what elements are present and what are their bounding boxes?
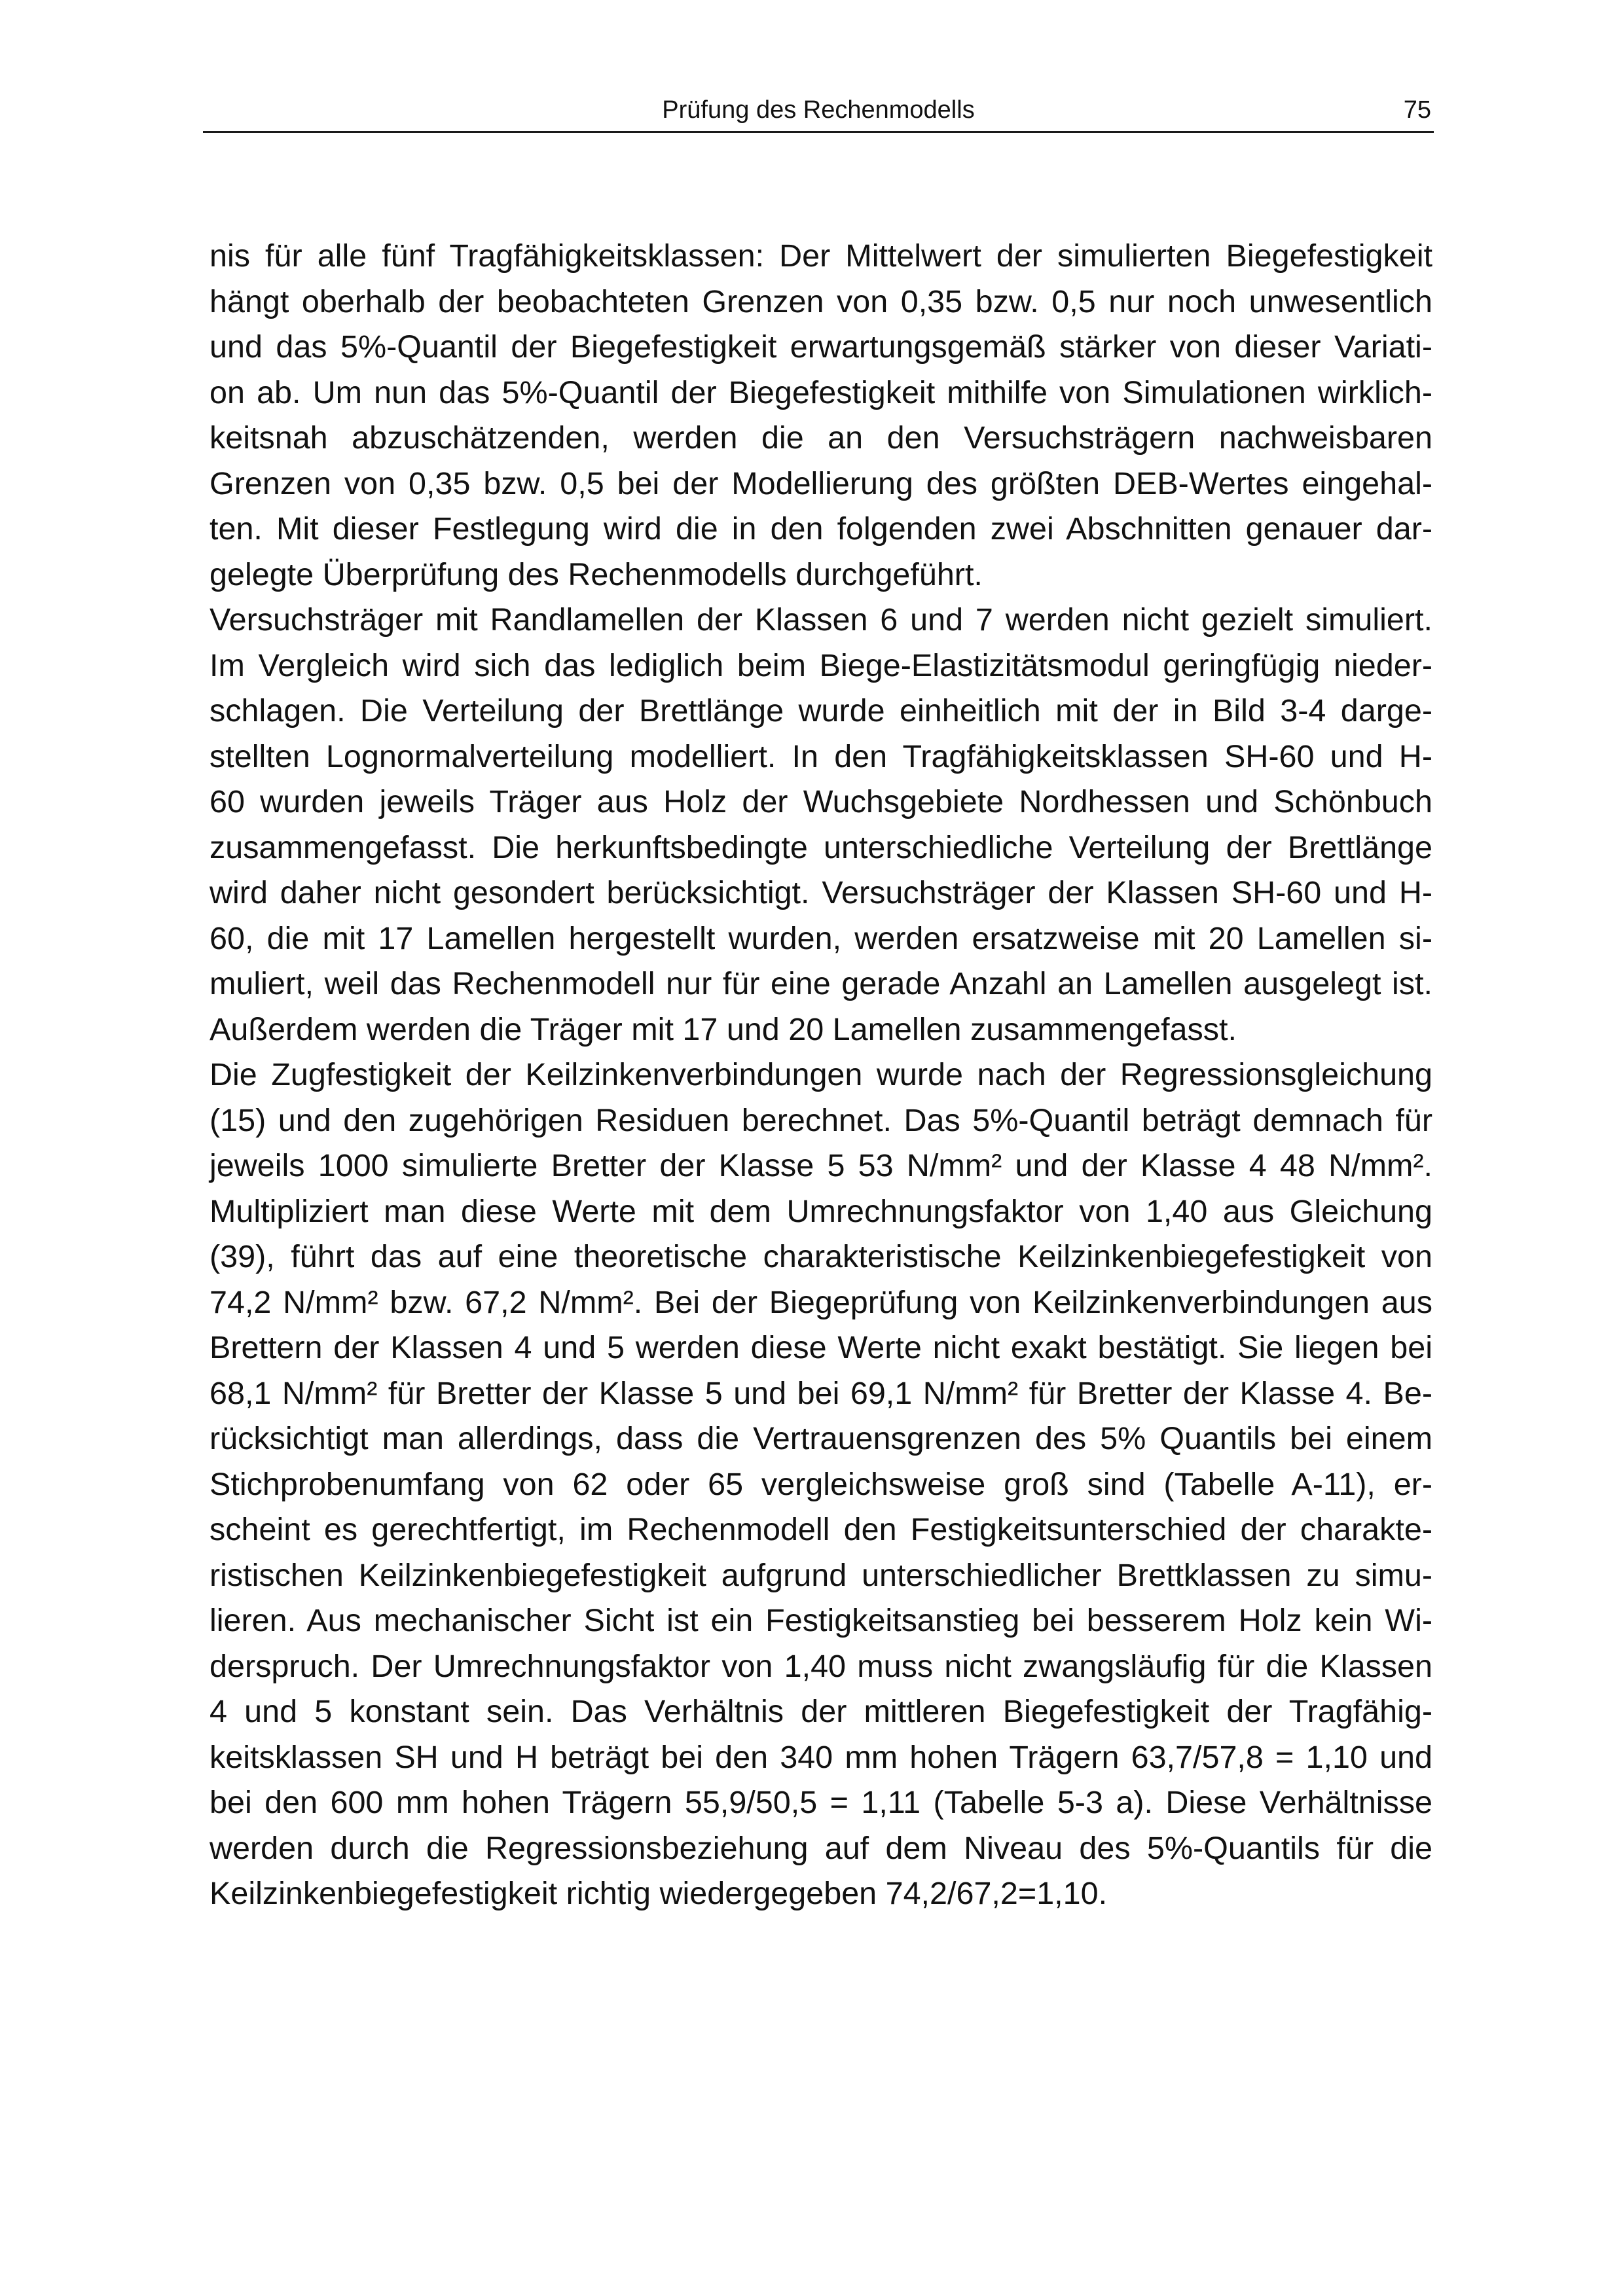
text-line: Brettern der Klassen 4 und 5 werden diese Werte nicht exakt bestätigt. Sie liegen bei [210, 1330, 1432, 1365]
text-line: keitsnah abzuschätzenden, werden die an den Versuchsträgern nachweisbaren [210, 420, 1432, 456]
text-line: 74,2 N/mm² bzw. 67,2 N/mm². Bei der Biegeprüfung von Keilzinkenverbindungen aus [210, 1284, 1432, 1320]
text-line: werden durch die Regressionsbeziehung auf dem Niveau des 5%-Quantils für die [210, 1830, 1432, 1866]
running-title: Prüfung des Rechenmodells [662, 96, 975, 124]
text-line: Die Zugfestigkeit der Keilzinkenverbindungen wurde nach der Regressionsgleichung [210, 1057, 1432, 1092]
text-line: nis für alle fünf Tragfähigkeitsklassen: Der Mittelwert der simulierten Biegefestigkeit [210, 238, 1432, 274]
text-line: Keilzinkenbiegefestigkeit richtig wiedergegeben 74,2/67,2=1,10. [210, 1876, 1108, 1911]
paragraph [210, 1052, 1432, 1917]
text-line: 60 wurden jeweils Träger aus Holz der Wuchsgebiete Nordhessen und Schönbuch [210, 784, 1432, 819]
text-line: 4 und 5 konstant sein. Das Verhältnis der mittleren Biegefestigkeit der Tragfähig- [210, 1694, 1432, 1729]
text-line: ristischen Keilzinkenbiegefestigkeit aufgrund unterschiedlicher Brettklassen zu simu- [210, 1557, 1432, 1593]
text-line: jeweils 1000 simulierte Bretter der Klasse 5 53 N/mm² und der Klasse 4 48 N/mm². [210, 1148, 1432, 1183]
text-line: Multipliziert man diese Werte mit dem Umrechnungsfaktor von 1,40 aus Gleichung [210, 1193, 1432, 1229]
text-line: stellten Lognormalverteilung modelliert. In den Tragfähigkeitsklassen SH-60 und H- [210, 738, 1432, 774]
text-line: und das 5%-Quantil der Biegefestigkeit erwartungsgemäß stärker von dieser Variati- [210, 329, 1432, 365]
text-line: hängt oberhalb der beobachteten Grenzen von 0,35 bzw. 0,5 nur noch unwesentlich [210, 283, 1432, 319]
text-line: wird daher nicht gesondert berücksichtigt. Versuchsträger der Klassen SH-60 und H- [210, 875, 1432, 910]
text-line: on ab. Um nun das 5%-Quantil der Biegefestigkeit mithilfe von Simulationen wirklich- [210, 374, 1432, 410]
text-line: Grenzen von 0,35 bzw. 0,5 bei der Modellierung des größten DEB-Wertes eingehal- [210, 465, 1432, 501]
text-line: (39), führt das auf eine theoretische charakteristische Keilzinkenbiegefestigkeit von [210, 1239, 1432, 1274]
text-line: 68,1 N/mm² für Bretter der Klasse 5 und bei 69,1 N/mm² für Bretter der Klasse 4. Be- [210, 1375, 1432, 1411]
paragraph [210, 598, 1432, 1052]
text-line: muliert, weil das Rechenmodell nur für eine gerade Anzahl an Lamellen ausgelegt ist. [210, 966, 1432, 1001]
text-line: lieren. Aus mechanischer Sicht ist ein Festigkeitsanstieg bei besserem Holz kein Wi- [210, 1603, 1432, 1638]
text-line: rücksichtigt man allerdings, dass die Vertrauensgrenzen des 5% Quantils bei einem [210, 1421, 1432, 1456]
text-line: 60, die mit 17 Lamellen hergestellt wurden, werden ersatzweise mit 20 Lamellen si- [210, 920, 1432, 956]
text-line: derspruch. Der Umrechnungsfaktor von 1,40 muss nicht zwangsläufig für die Klassen [210, 1648, 1432, 1684]
text-line: schlagen. Die Verteilung der Brettlänge wurde einheitlich mit der in Bild 3-4 darge- [210, 693, 1432, 728]
text-line: Im Vergleich wird sich das lediglich beim Biege-Elastizitätsmodul geringfügig nieder- [210, 647, 1432, 683]
body-text [210, 234, 1432, 1917]
text-line: (15) und den zugehörigen Residuen berechnet. Das 5%-Quantil beträgt demnach für [210, 1102, 1432, 1138]
text-line: scheint es gerechtfertigt, im Rechenmodell den Festigkeitsunterschied der charakte- [210, 1512, 1432, 1547]
page-number: 75 [1403, 96, 1431, 124]
text-line: bei den 600 mm hohen Trägern 55,9/50,5 = 1,11 (Tabelle 5-3 a). Diese Verhältnisse [210, 1785, 1432, 1820]
text-line: ten. Mit dieser Festlegung wird die in den folgenden zwei Abschnitten genauer dar- [210, 511, 1432, 547]
text-line: Stichprobenumfang von 62 oder 65 vergleichsweise groß sind (Tabelle A-11), er- [210, 1466, 1432, 1502]
text-line: Außerdem werden die Träger mit 17 und 20 Lamellen zusammengefasst. [210, 1011, 1237, 1047]
paragraph [210, 234, 1432, 598]
text-line: gelegte Überprüfung des Rechenmodells durchgeführt. [210, 556, 983, 592]
text-line: keitsklassen SH und H beträgt bei den 340 mm hohen Trägern 63,7/57,8 = 1,10 und [210, 1739, 1432, 1775]
text-line: zusammengefasst. Die herkunftsbedingte unterschiedliche Verteilung der Brettlänge [210, 829, 1432, 865]
page-header [203, 92, 1434, 133]
text-line: Versuchsträger mit Randlamellen der Klassen 6 und 7 werden nicht gezielt simuliert. [210, 602, 1432, 637]
